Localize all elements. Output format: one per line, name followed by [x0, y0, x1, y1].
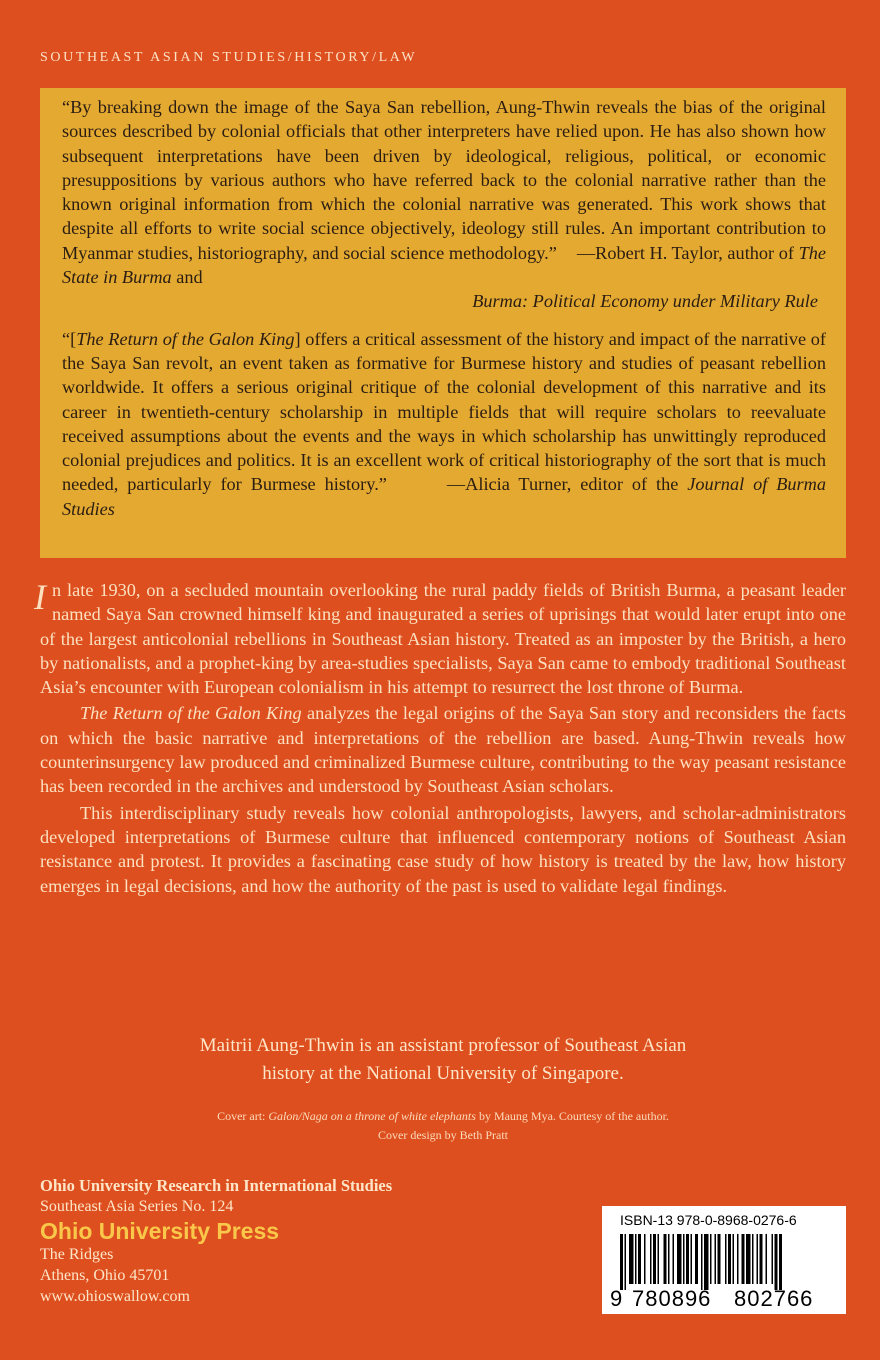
barcode-bar: [691, 1234, 693, 1284]
publisher-block: [40, 1175, 392, 1307]
description-paragraph-3: This interdisciplinary study reveals how colonial anthropologists, lawyers, and scholar-administrators developed interpretations of Burmese culture that influenced contemporary notions of Southeast Asian resistance and protest. It provides a fascinating case study of how history is treated by the law, how history emerges in legal decisions, and how the authority of the past is used to validate legal findings.: [40, 802, 846, 896]
barcode-digits-left: 780896: [632, 1286, 712, 1311]
series-title: Ohio University Research in International Studies: [40, 1176, 393, 1195]
author-bio-line-1: Maitrii Aung-Thwin is an assistant professor of Southeast Asian: [199, 1035, 687, 1056]
author-bio: [40, 1032, 846, 1088]
blurb-taylor-text: “By breaking down the image of the Saya San rebellion, Aung-Thwin reveals the bias of the original sources described by colonial officials that other interpreters have relied upon. He has also shown how subsequent interpretations have been driven by ideological, religious, political, or economic presuppositions by various authors who have referred back to the colonial narrative rather than the known original information from which the colonial narrative was generated. This work shows that despite all efforts to write social science objectively, ideology still rules. An important contribution to Myanmar studies, historiography, and social science methodology.”: [62, 97, 826, 263]
barcode-bar: [644, 1234, 646, 1284]
barcode-bar: [653, 1234, 656, 1284]
barcode-bar: [686, 1234, 689, 1284]
barcode-bar: [775, 1234, 778, 1290]
barcode-bar: [710, 1234, 712, 1284]
press-name: Ohio University Press: [40, 1218, 280, 1244]
barcode-bar: [718, 1234, 721, 1284]
barcode-bar: [625, 1234, 627, 1290]
barcode-bar: [658, 1234, 660, 1284]
barcode-bar: [779, 1234, 782, 1290]
barcode-bar: [638, 1234, 641, 1284]
barcode-icon: [620, 1234, 828, 1290]
blurb-turner-book-title: The Return of the Galon King: [76, 328, 295, 349]
blurb-turner-text: ] offers a critical assessment of the history and impact of the narrative of the Saya San revolt, an event taken as formative for Burmese history and studies of peasant rebellion worldwide. It offers a serious original critique of the colonial development of this narrative and its career in twentieth-century scholarship in multiple fields that will require scholars to reevaluate received assumptions about the events and the ways in which scholarship has unwittingly reproduced colonial prejudices and politics. It is an excellent work of critical historiography of the sort that is much needed, particularly for Burmese history.”: [62, 328, 826, 495]
blurb-box: [40, 88, 846, 558]
cover-design-credit: Cover design by Beth Pratt: [378, 1128, 508, 1142]
barcode-bar: [733, 1234, 735, 1284]
blurb-quote-turner: “[The Return of the Galon King] offers a critical assessment of the history and impact of the narrative of the Saya San revolt, an event taken as formative for Burmese history and studies of peasant rebellion worldwide. It offers a serious original critique of the colonial development of this narrative and its career in twentieth-century scholarship in multiple fields that will require scholars to reevaluate received assumptions about the events and the ways in which scholarship has unwittingly reproduced colonial prejudices and politics. It is an excellent work of critical historiography of the sort that is much needed, particularly for Burmese history.” —Alicia Turner, editor of the Journal of Burma Studies: [62, 328, 827, 519]
barcode-bar: [704, 1234, 709, 1290]
blurb-turner-attribution: —Alicia Turner, editor of the Journal of Burma Studies: [62, 474, 827, 519]
barcode-bar: [772, 1234, 774, 1284]
barcode-bar: [742, 1234, 745, 1284]
barcode-bar: [757, 1234, 759, 1284]
barcode-bar: [650, 1234, 652, 1284]
book-description: [34, 577, 846, 898]
barcode-bar: [737, 1234, 739, 1284]
category-label: SOUTHEAST ASIAN STUDIES/HISTORY/LAW: [40, 50, 418, 65]
blurb-quote-taylor: [62, 95, 826, 314]
barcode-bar: [746, 1234, 751, 1284]
barcode-bar: [701, 1234, 703, 1290]
isbn-label: ISBN-13 978-0-8968-0276-6: [620, 1212, 797, 1228]
barcode-box: [602, 1206, 846, 1314]
barcode-bar: [695, 1234, 698, 1284]
drop-cap: I: [34, 577, 46, 617]
barcode-bar: [677, 1234, 682, 1284]
barcode-bar: [728, 1234, 731, 1284]
barcode-bar: [683, 1234, 685, 1284]
barcode-bar: [629, 1234, 634, 1284]
barcode-bar: [766, 1234, 768, 1284]
press-website: www.ohioswallow.com: [40, 1288, 190, 1305]
blurb-taylor-attribution: —Robert H. Taylor, author of The State in Burma and: [62, 242, 826, 288]
series-number: Southeast Asia Series No. 124: [40, 1198, 234, 1215]
barcode-bar: [668, 1234, 670, 1284]
barcode-bar: [715, 1234, 717, 1284]
barcode-bar: [620, 1234, 623, 1290]
press-address-1: The Ridges: [40, 1246, 114, 1263]
press-address-2: Athens, Ohio 45701: [40, 1267, 170, 1284]
author-bio-line-2: history at the National University of Singapore.: [262, 1063, 624, 1084]
barcode-digits-right: 802766: [734, 1286, 814, 1311]
description-paragraph-2: The Return of the Galon King analyzes the legal origins of the Saya San story and reconsiders the facts on which the basic narrative and interpretations of the rebellion are based. Aung-Thwin reveals how counterinsurgency law produced and criminalized Burmese culture, contributing to the way peasant resistance has been recorded in the archives and understood by Southeast Asian scholars.: [40, 703, 846, 797]
barcode-bar: [673, 1234, 675, 1284]
description-paragraph-1: In late 1930, on a secluded mountain overlooking the rural paddy fields of British Burma, a peasant leader named Saya San crowned himself king and inaugurated a series of uprisings that would later erupt into one of the largest anticolonial rebellions in Southeast Asian history. Treated as an imposter by the British, a hero by nationalists, and a prophet-king by area-studies specialists, Saya San came to embody traditional Southeast Asia’s encounter with European colonialism in his attempt to resurrect the lost throne of Burma.: [34, 577, 846, 698]
barcode-bar: [725, 1234, 727, 1284]
cover-credits: [40, 1107, 846, 1145]
blurb-taylor-work2: Burma: Political Economy under Military Rule: [472, 291, 818, 312]
barcode-bar: [635, 1234, 637, 1284]
cover-art-credit: Cover art: Galon/Naga on a throne of white elephants by Maung Mya. Courtesy of the author.: [217, 1109, 669, 1123]
barcode-bar: [760, 1234, 763, 1284]
barcode-digit-first: 9: [610, 1286, 624, 1311]
barcode-bar: [752, 1234, 754, 1284]
barcode-bar: [664, 1234, 667, 1284]
